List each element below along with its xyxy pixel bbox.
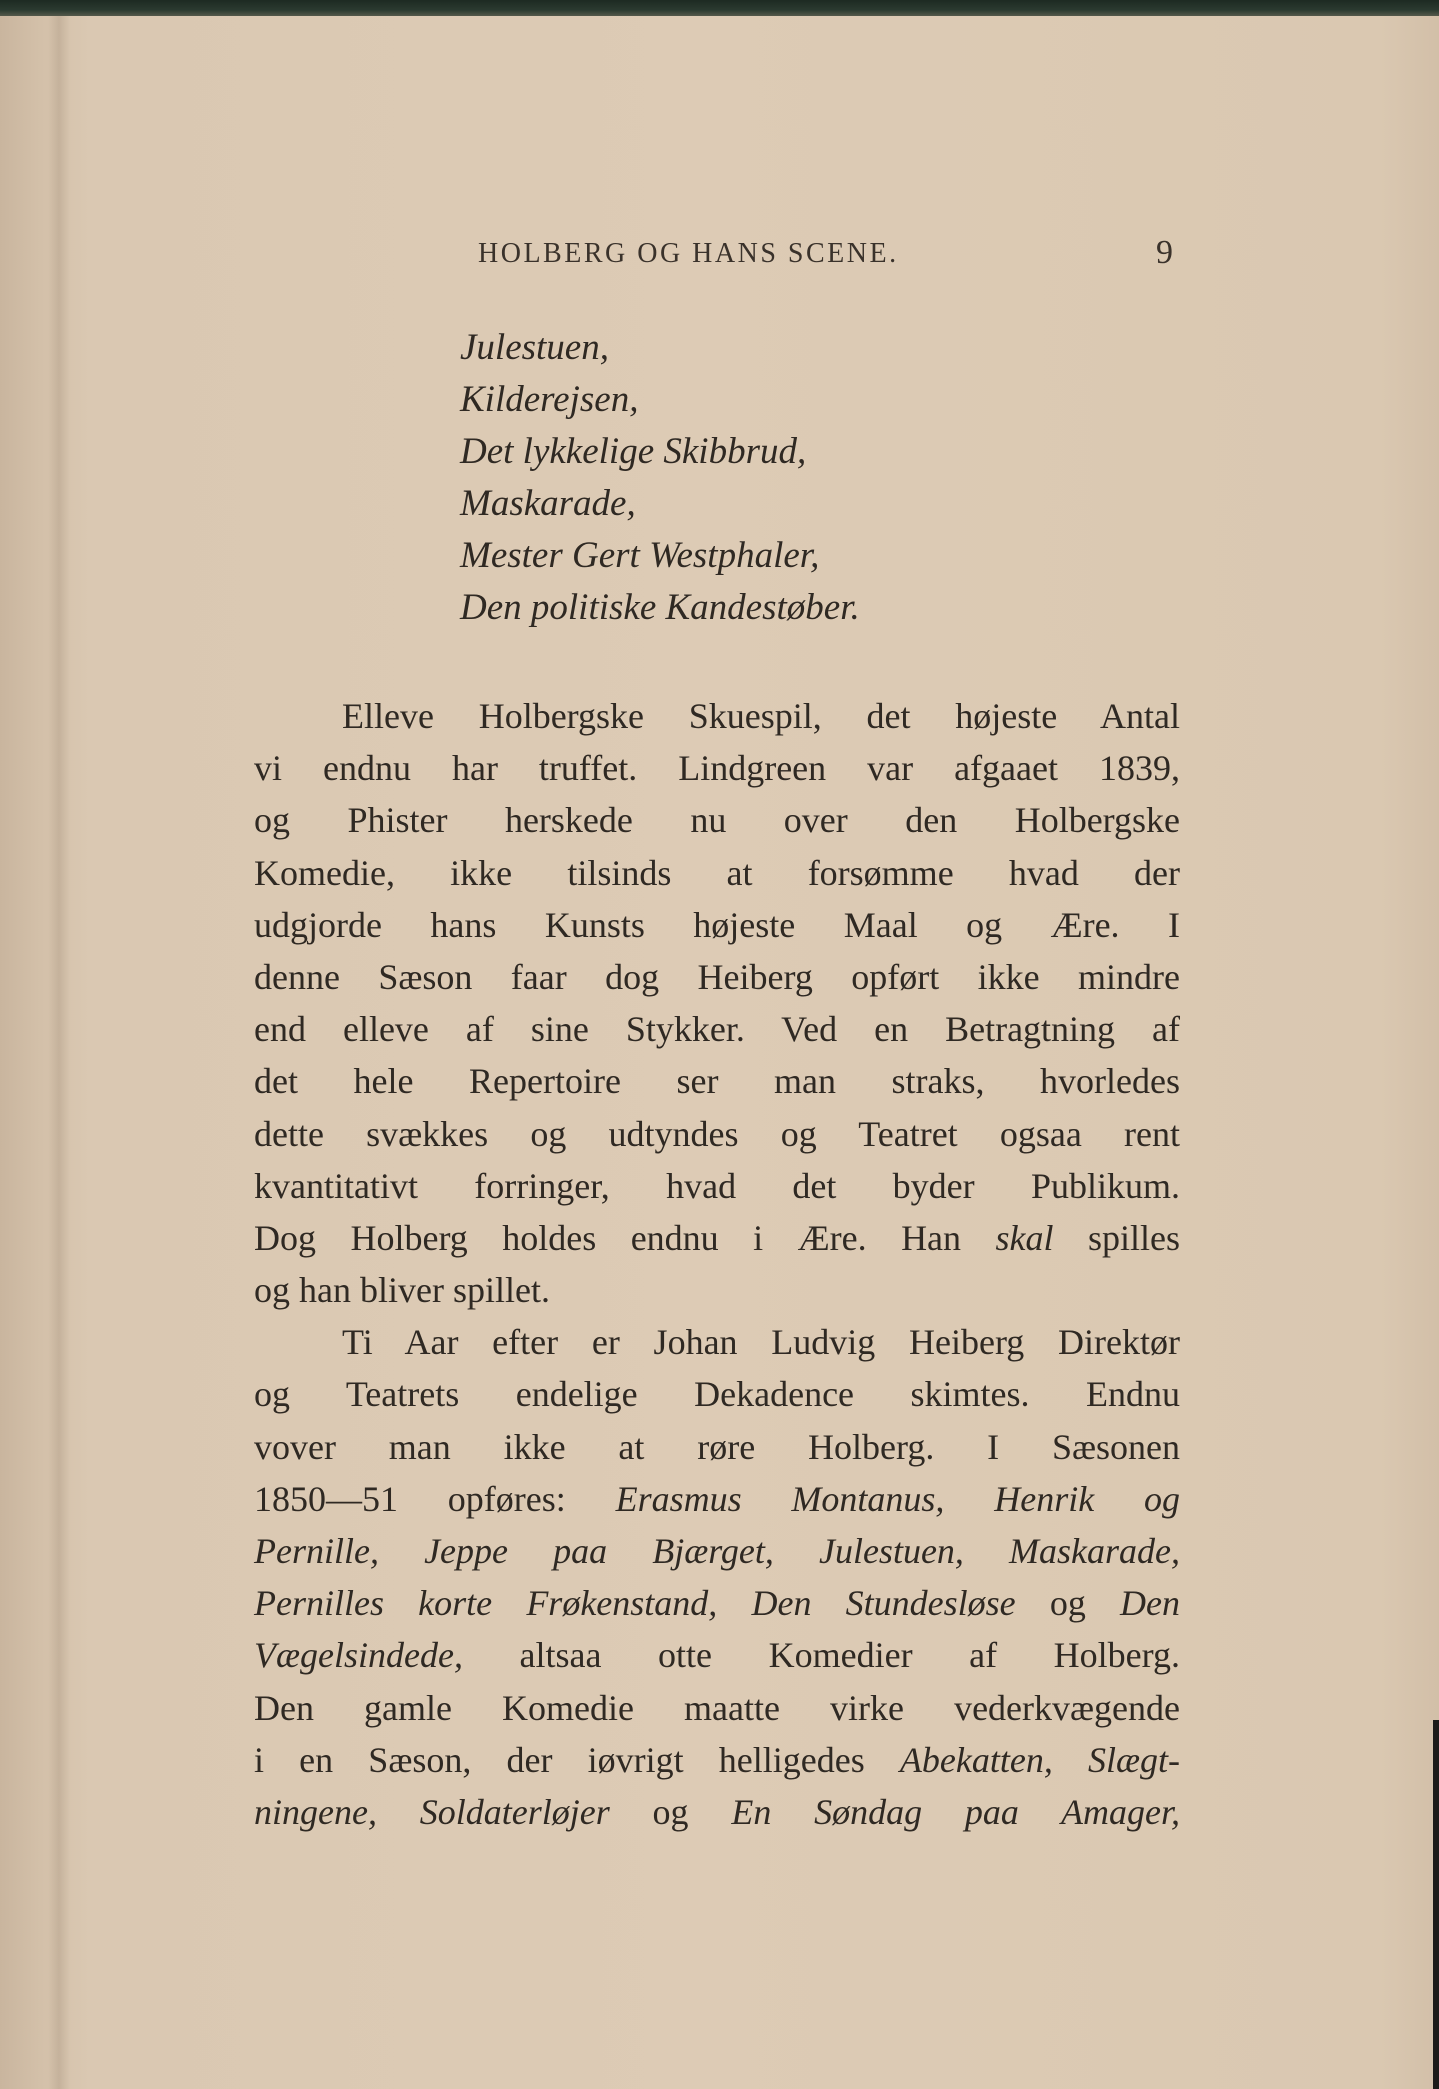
page-header: [478, 234, 1198, 274]
text-line-mixed: [254, 1734, 1180, 1786]
text-line-mixed: [254, 1629, 1180, 1681]
play-title: Julestuen,: [460, 327, 609, 368]
text-line: det hele Repertoire ser man straks, hvorledes: [254, 1061, 1180, 1102]
text-italic: Erasmus Montanus, Henrik og: [615, 1478, 1181, 1519]
text-line: Komedie, ikke tilsinds at forsømme hvad der: [254, 852, 1180, 893]
running-head: HOLBERG OG HANS SCENE.: [478, 238, 899, 269]
play-title: Maskarade,: [460, 483, 636, 524]
plays-list: [460, 322, 860, 634]
text-italic: ningene, Soldaterløjer: [254, 1791, 610, 1832]
text-roman: altsaa otte Komedier af Holberg.: [519, 1635, 1180, 1676]
text-italic: skal: [995, 1217, 1054, 1258]
text-line-mixed: [254, 1212, 1180, 1264]
text-italic: Pernilles korte Frøkenstand, Den Stundesløse: [254, 1583, 1016, 1624]
text-line: end elleve af sine Stykker. Ved en Betragtning af: [254, 1009, 1180, 1050]
text-italic: Abekatten, Slægt-: [899, 1739, 1181, 1780]
text-line: og Teatrets endelige Dekadence skimtes. Endnu: [254, 1374, 1180, 1415]
text-line: og Phister herskede nu over den Holbergske: [254, 800, 1180, 841]
text-line-italic: Pernille, Jeppe paa Bjærget, Julestuen, Maskarade,: [254, 1531, 1180, 1571]
text-line: denne Sæson faar dog Heiberg opført ikke mindre: [254, 956, 1180, 997]
text-line: Ti Aar efter er Johan Ludvig Heiberg Direktør: [342, 1322, 1180, 1363]
text-italic: En Søndag paa Amager,: [731, 1791, 1181, 1832]
text-line-mixed: [254, 1473, 1180, 1525]
text-roman: og: [1049, 1583, 1086, 1624]
text-line: udgjorde hans Kunsts højeste Maal og Ære. I: [254, 904, 1180, 945]
cover-edge: [0, 0, 1439, 16]
text-line: vi endnu har truffet. Lindgreen var afgaaet 1839,: [254, 748, 1180, 789]
text-roman: Dog Holberg holdes endnu i Ære. Han: [254, 1217, 996, 1258]
text-line-mixed: [254, 1786, 1180, 1838]
play-title: Den politiske Kandestøber.: [460, 587, 860, 628]
play-title: Det lykkelige Skibbrud,: [460, 431, 807, 472]
text-line: Den gamle Komedie maatte virke vederkvægende: [254, 1687, 1180, 1728]
text-line: kvantitativt forringer, hvad det byder Publikum.: [254, 1165, 1180, 1206]
text-line: Elleve Holbergske Skuespil, det højeste Antal: [342, 696, 1180, 736]
text-line: dette svækkes og udtyndes og Teatret ogsaa rent: [254, 1113, 1180, 1154]
text-line-mixed: [254, 1577, 1180, 1629]
text-italic: Den: [1120, 1583, 1181, 1624]
body-text: [254, 690, 1180, 1838]
gutter-shadow: [48, 16, 70, 2089]
page-number: 9: [1156, 234, 1173, 271]
text-roman: i en Sæson, der iøvrigt helligedes: [254, 1739, 865, 1780]
text-italic: Vægelsindede,: [254, 1635, 463, 1676]
play-title: Mester Gert Westphaler,: [460, 535, 820, 576]
text-line: og han bliver spillet.: [254, 1270, 550, 1311]
text-roman: og: [652, 1791, 689, 1832]
play-title: Kilderejsen,: [460, 379, 639, 420]
page-edge-mark: [1433, 1720, 1439, 2089]
text-line: vover man ikke at røre Holberg. I Sæsonen: [254, 1426, 1180, 1467]
text-roman: 1850—51 opføres:: [254, 1478, 566, 1519]
text-roman: spilles: [1053, 1217, 1180, 1258]
